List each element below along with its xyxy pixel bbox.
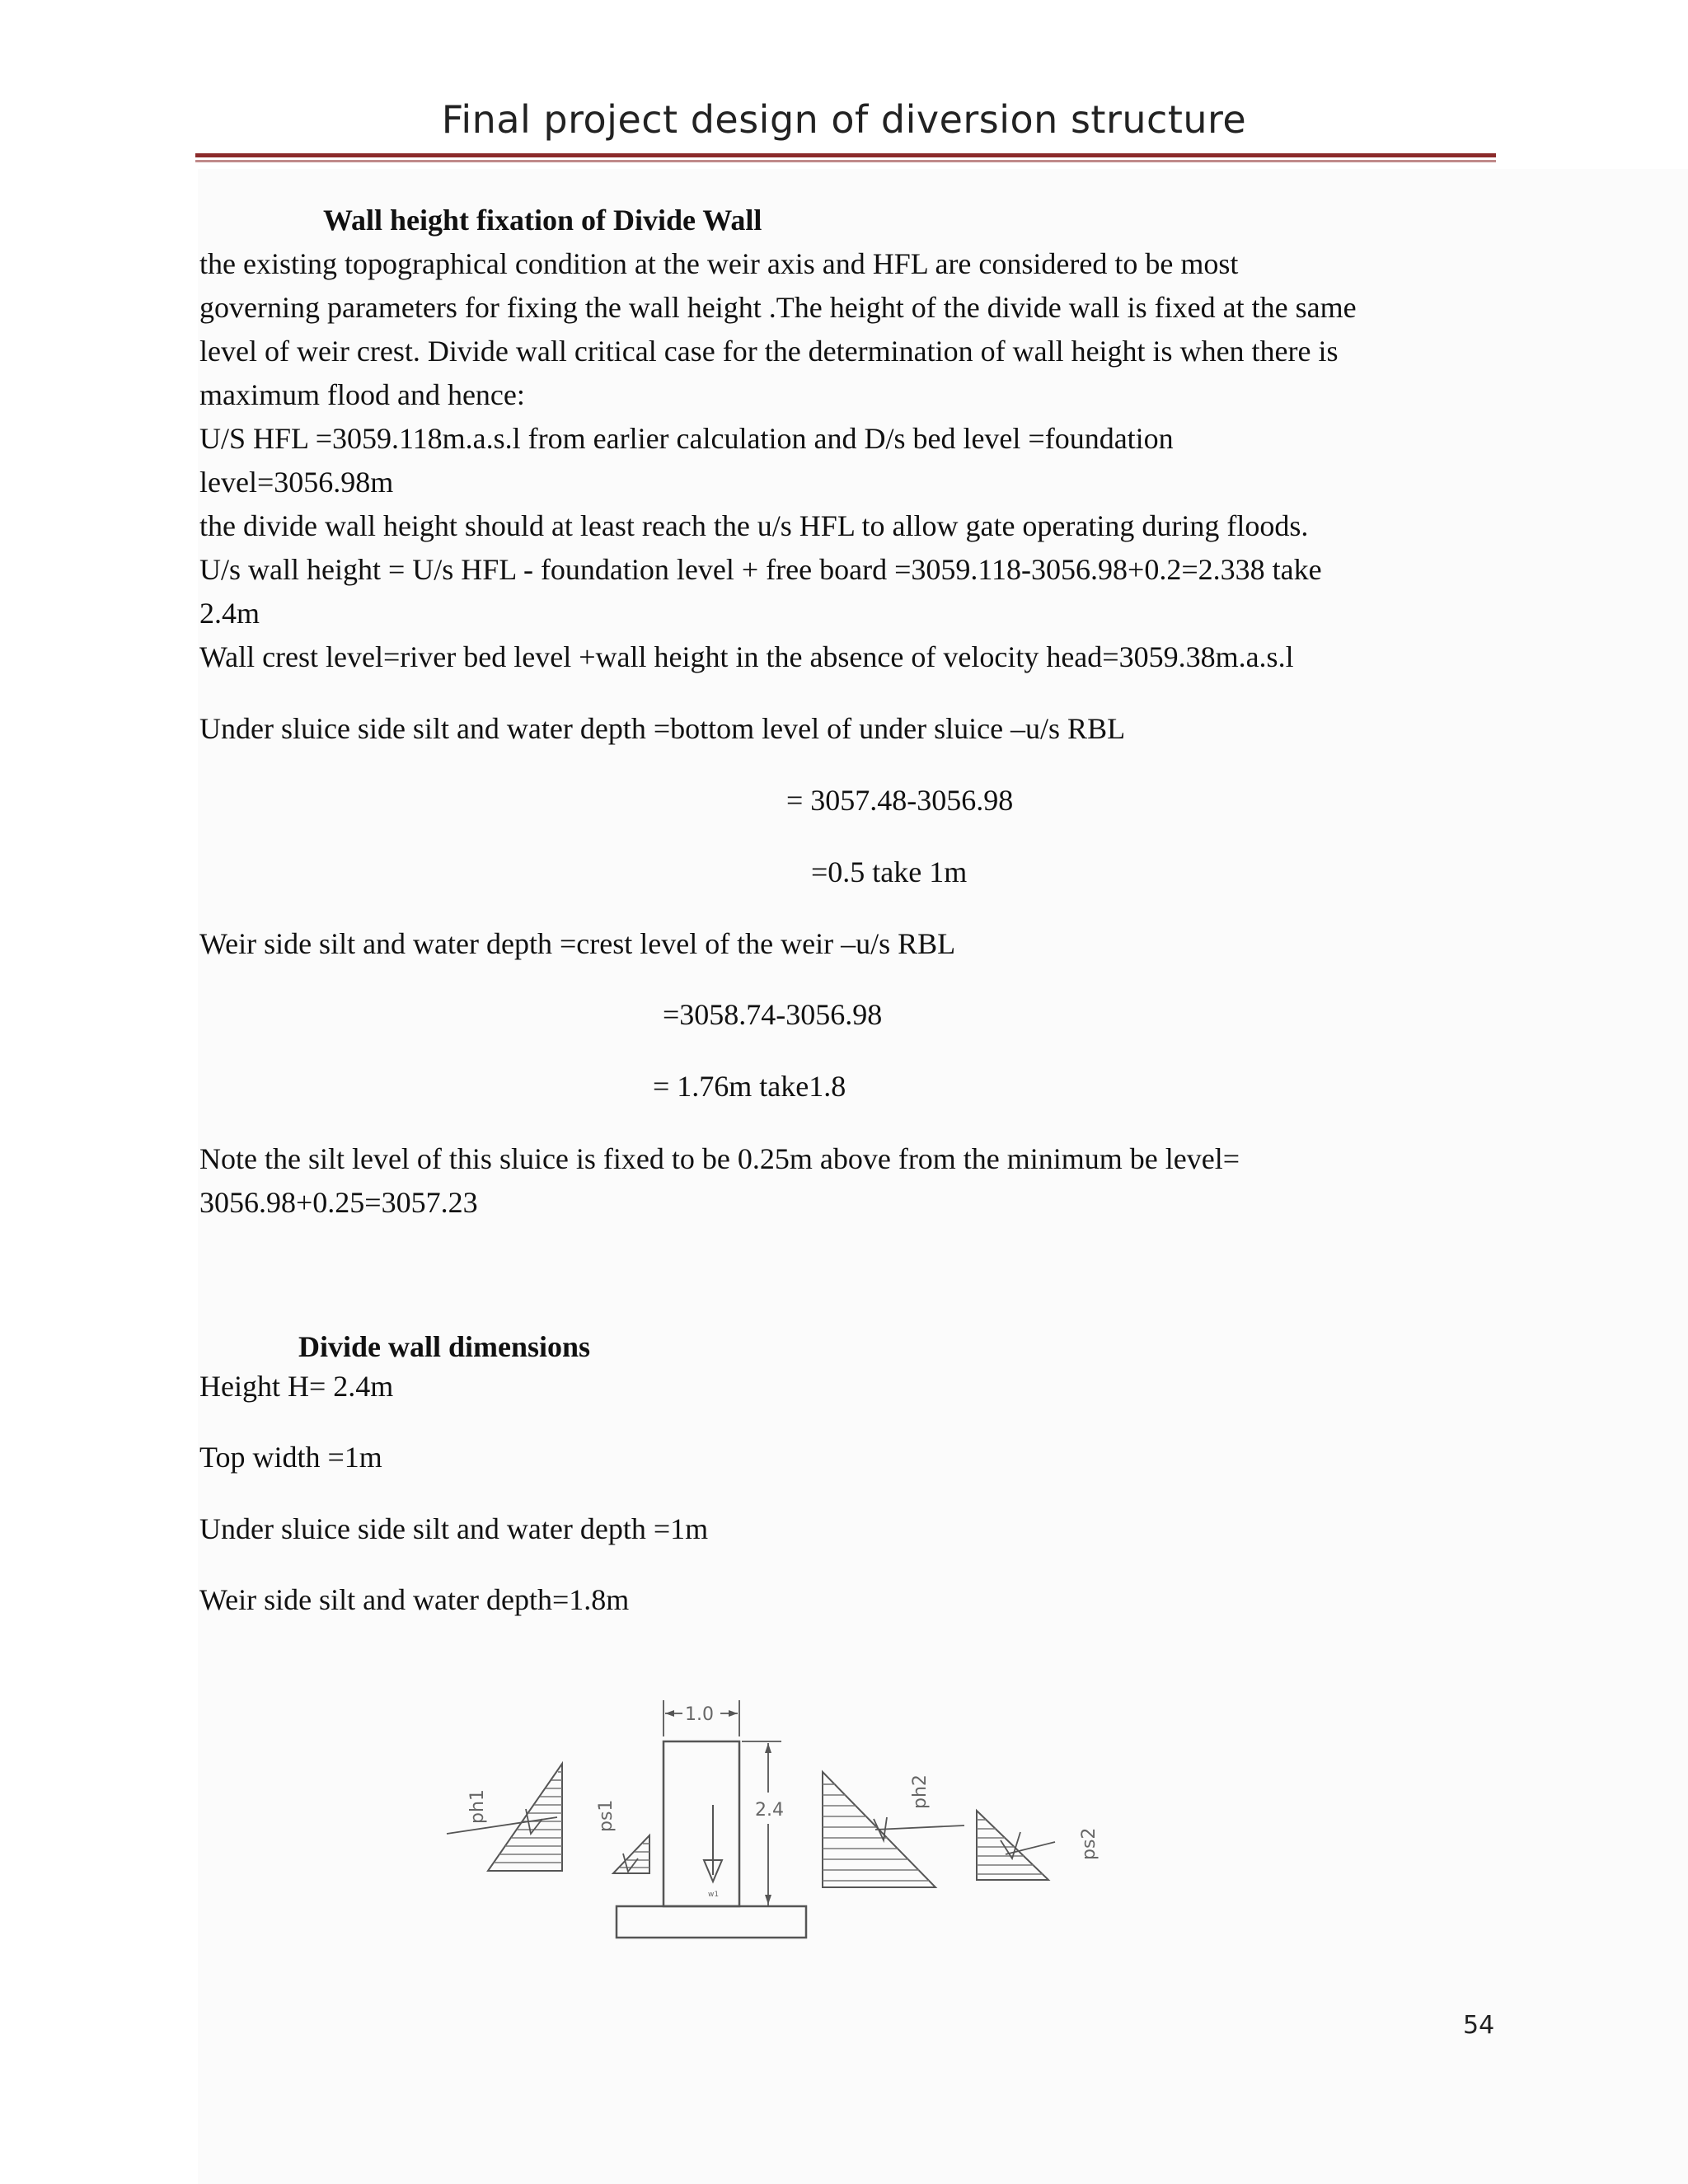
paragraph-line: 2.4m xyxy=(199,597,260,630)
foundation-slab xyxy=(617,1906,806,1938)
weir-side-formula: Weir side silt and water depth =crest level of the weir –u/s RBL xyxy=(199,927,956,960)
header-rule-thin xyxy=(195,160,1496,162)
dimension-height: Height H= 2.4m xyxy=(199,1370,394,1403)
paragraph-line: maximum flood and hence: xyxy=(199,378,525,411)
ph2-label: ph2 xyxy=(910,1774,931,1809)
paragraph-line: U/s wall height = U/s HFL - foundation level + free board =3059.118-3056.98+0.2=2.338 take xyxy=(199,553,1322,586)
paragraph-line: level of weir crest. Divide wall critical case for the determination of wall height is when there is xyxy=(199,335,1339,368)
header-rule xyxy=(195,153,1496,157)
under-sluice-result: =0.5 take 1m xyxy=(811,855,968,888)
ps2-pressure-diagram xyxy=(977,1811,1100,1880)
top-width-label: 1.0 xyxy=(685,1704,714,1725)
paragraph-line: the existing topographical condition at the weir axis and HFL are considered to be most xyxy=(199,247,1239,280)
weir-side-calc: =3058.74-3056.98 xyxy=(663,998,883,1031)
w1-label: w1 xyxy=(708,1891,720,1899)
page-header-title: Final project design of diversion structure xyxy=(441,97,1247,142)
paragraph-line: U/S HFL =3059.118m.a.s.l from earlier calculation and D/s bed level =foundation xyxy=(199,422,1174,455)
page-number: 54 xyxy=(1463,2011,1495,2040)
under-sluice-formula: Under sluice side silt and water depth =bottom level of under sluice –u/s RBL xyxy=(199,712,1126,745)
paragraph-line: governing parameters for fixing the wall height .The height of the divide wall is fixed at the same xyxy=(199,291,1357,324)
dimension-weir-depth: Weir side silt and water depth=1.8m xyxy=(199,1583,630,1616)
note-line: 3056.98+0.25=3057.23 xyxy=(199,1186,478,1219)
divide-wall xyxy=(663,1741,739,1906)
top-width-dimension xyxy=(663,1700,739,1736)
divide-wall-diagram xyxy=(429,1685,1104,1949)
ph2-pressure-diagram xyxy=(823,1772,964,1887)
note-line: Note the silt level of this sluice is fixed to be 0.25m above from the minimum be level= xyxy=(199,1142,1240,1175)
ph1-pressure-diagram xyxy=(447,1764,562,1871)
section-heading-dimensions: Divide wall dimensions xyxy=(298,1330,591,1363)
ph1-label: ph1 xyxy=(467,1789,488,1824)
section-heading-wall-height: Wall height fixation of Divide Wall xyxy=(323,204,762,237)
ps1-label: ps1 xyxy=(596,1799,617,1832)
dimension-under-sluice-depth: Under sluice side silt and water depth =1m xyxy=(199,1512,709,1545)
ps2-label: ps2 xyxy=(1079,1827,1100,1860)
under-sluice-calc: = 3057.48-3056.98 xyxy=(786,784,1014,817)
height-dimension xyxy=(742,1741,784,1906)
dimension-top-width: Top width =1m xyxy=(199,1441,382,1474)
weight-arrow xyxy=(704,1805,722,1899)
ps1-pressure-diagram xyxy=(596,1800,649,1873)
weir-side-result: = 1.76m take1.8 xyxy=(653,1070,846,1103)
paragraph-line: level=3056.98m xyxy=(199,466,394,499)
height-label: 2.4 xyxy=(755,1800,784,1821)
paragraph-line: Wall crest level=river bed level +wall height in the absence of velocity head=3059.38m.a.s.l xyxy=(199,640,1294,673)
paragraph-line: the divide wall height should at least reach the u/s HFL to allow gate operating during floods. xyxy=(199,509,1309,542)
